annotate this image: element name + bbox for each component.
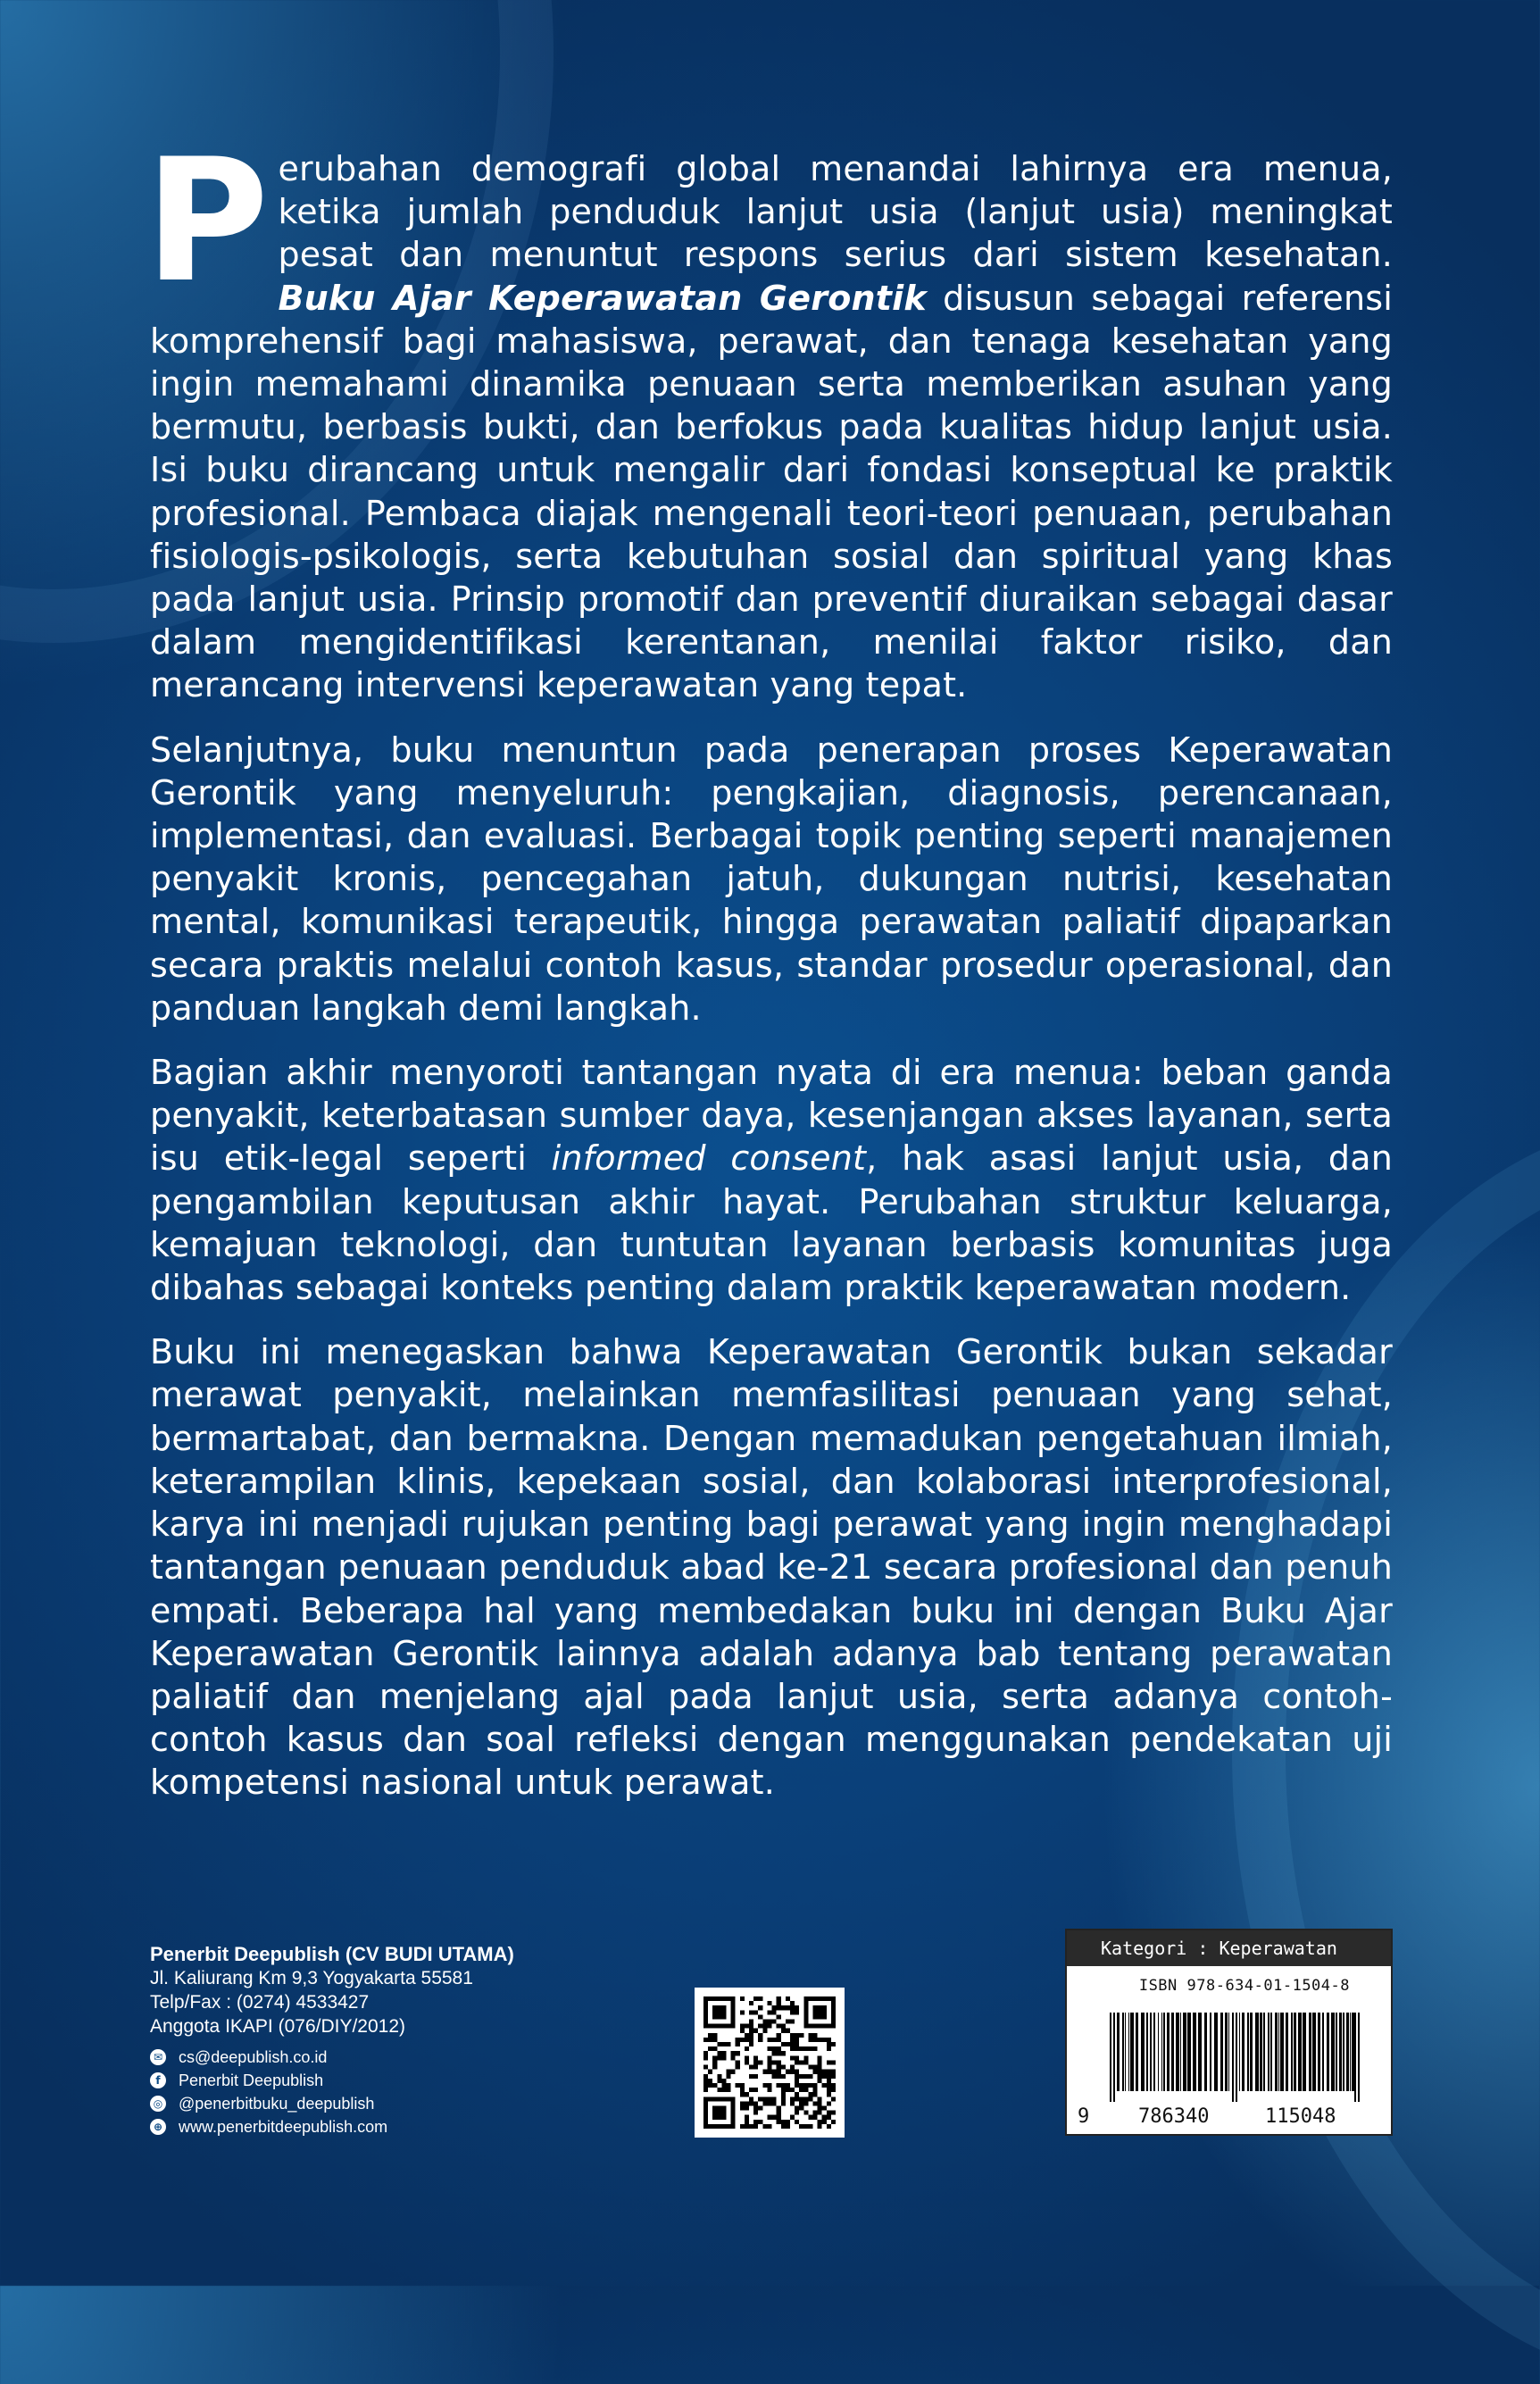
paragraph-text: erubahan demografi global menandai lahirnya era menua, ketika jumlah penduduk lanjut usia (lanjut usia) meningkat pesat dan menuntut respons serius dari sistem kesehatan. xyxy=(278,149,1393,275)
contact-text: Penerbit Deepublish xyxy=(179,2071,324,2089)
contact-facebook xyxy=(150,2069,650,2092)
contact-text: cs@deepublish.co.id xyxy=(179,2048,328,2066)
barcode-right-digits: 115048 xyxy=(1265,2105,1336,2128)
facebook-icon: f xyxy=(150,2072,166,2088)
contact-website xyxy=(150,2115,650,2138)
publisher-address: Jl. Kaliurang Km 9,3 Yogyakarta 55581 xyxy=(150,1968,473,1988)
paragraph-text: disusun sebagai referensi komprehensif bagi mahasiswa, perawat, dan tenaga kesehatan yang ingin memahami dinamika penuaan serta memberikan asuhan yang bermutu, berbasis bukti, dan berfokus pada kualitas hidup lanjut usia. Isi buku dirancang untuk mengalir dari fondasi konseptual ke praktik profesional. Pembaca diajak mengenali teori-teori penuaan, perubahan fisiologis-psikologis, serta kebutuhan sosial dan spiritual yang khas pada lanjut usia. Prinsip promotif dan preventif diuraikan sebagai dasar dalam mengidentifikasi kerentanan, menilai faktor risiko, dan merancang intervensi keperawatan yang tepat. xyxy=(150,278,1393,705)
contact-text: www.penerbitdeepublish.com xyxy=(179,2118,388,2136)
contact-text: @penerbitbuku_deepublish xyxy=(179,2095,375,2113)
barcode-lead-digit: 9 xyxy=(1078,2105,1090,2128)
blurb-paragraph-4: Buku ini menegaskan bahwa Keperawatan Gerontik bukan sekadar merawat penyakit, melainkan memfasilitasi penuaan yang sehat, bermartabat, dan bermakna. Dengan memadukan pengetahuan ilmiah, keterampilan klinis, kepekaan sosial, dan kolaborasi interprofesional, karya ini menjadi rujukan penting bagi perawat yang ingin menghadapi tantangan penuaan penduduk abad ke-21 secara profesional dan penuh empati. Beberapa hal yang membedakan buku ini dengan Buku Ajar Keperawatan Gerontik lainnya adalah adanya bab tentang perawatan paliatif dan menjelang ajal pada lanjut usia, serta adanya contoh-contoh kasus dan soal refleksi dengan menggunakan pendekatan uji kompetensi nasional untuk perawat. xyxy=(150,1332,1393,1803)
barcode-icon xyxy=(1110,2013,1361,2102)
italic-term: informed consent xyxy=(551,1138,867,1179)
paragraph-text: Bagian akhir menyoroti tantangan nyata di era menua: beban ganda penyakit, keterbatasan sumber daya, kesenjangan akses layanan, serta isu etik-legal seperti xyxy=(150,1053,1393,1179)
paragraph-text: , hak asasi lanjut usia, dan pengambilan keputusan akhir hayat. Perubahan struktur keluarga, kemajuan teknologi, dan tuntutan layanan berbasis komunitas juga dibahas sebagai konteks penting dalam praktik keperawatan modern. xyxy=(150,1138,1393,1308)
publisher-member: Anggota IKAPI (076/DIY/2012) xyxy=(150,2016,406,2037)
instagram-icon: ◎ xyxy=(150,2096,166,2112)
isbn-barcode-block xyxy=(1065,1929,1393,2136)
barcode-left-digits: 786340 xyxy=(1138,2105,1210,2128)
email-icon: ✉ xyxy=(150,2049,166,2065)
blurb-paragraph-3 xyxy=(150,1051,1393,1309)
isbn-number: ISBN 978-634-01-1504-8 xyxy=(1138,1977,1350,1995)
publisher-name: Penerbit Deepublish (CV BUDI UTAMA) xyxy=(150,1943,514,1965)
drop-cap: P xyxy=(145,122,270,320)
blurb-paragraph-2: Selanjutnya, buku menuntun pada penerapan proses Keperawatan Gerontik yang menyeluruh: pengkajian, diagnosis, perencanaan, implementasi, dan evaluasi. Berbagai topik penting seperti manajemen penyakit kronis, pencegahan jatuh, dukungan nutrisi, kesehatan mental, komunikasi terapeutik, hingga perawatan paliatif dipaparkan secara praktis melalui contoh kasus, standar prosedur operasional, dan panduan langkah demi langkah. xyxy=(150,729,1393,1028)
publisher-phone: Telp/Fax : (0274) 4533427 xyxy=(150,1992,370,2013)
qr-code xyxy=(695,1988,845,2138)
web-icon: ⊕ xyxy=(150,2119,166,2135)
blurb-paragraph-1 xyxy=(145,122,1393,707)
qr-code-icon xyxy=(703,1996,836,2129)
contact-email xyxy=(150,2046,650,2069)
publisher-info xyxy=(150,1942,650,2138)
contact-instagram xyxy=(150,2092,650,2115)
category-label: Kategori : Keperawatan xyxy=(1067,1930,1391,1966)
book-title-emphasis: Buku Ajar Keperawatan Gerontik xyxy=(278,278,927,318)
back-cover-blurb xyxy=(145,122,1393,1826)
contact-list xyxy=(150,2046,650,2138)
